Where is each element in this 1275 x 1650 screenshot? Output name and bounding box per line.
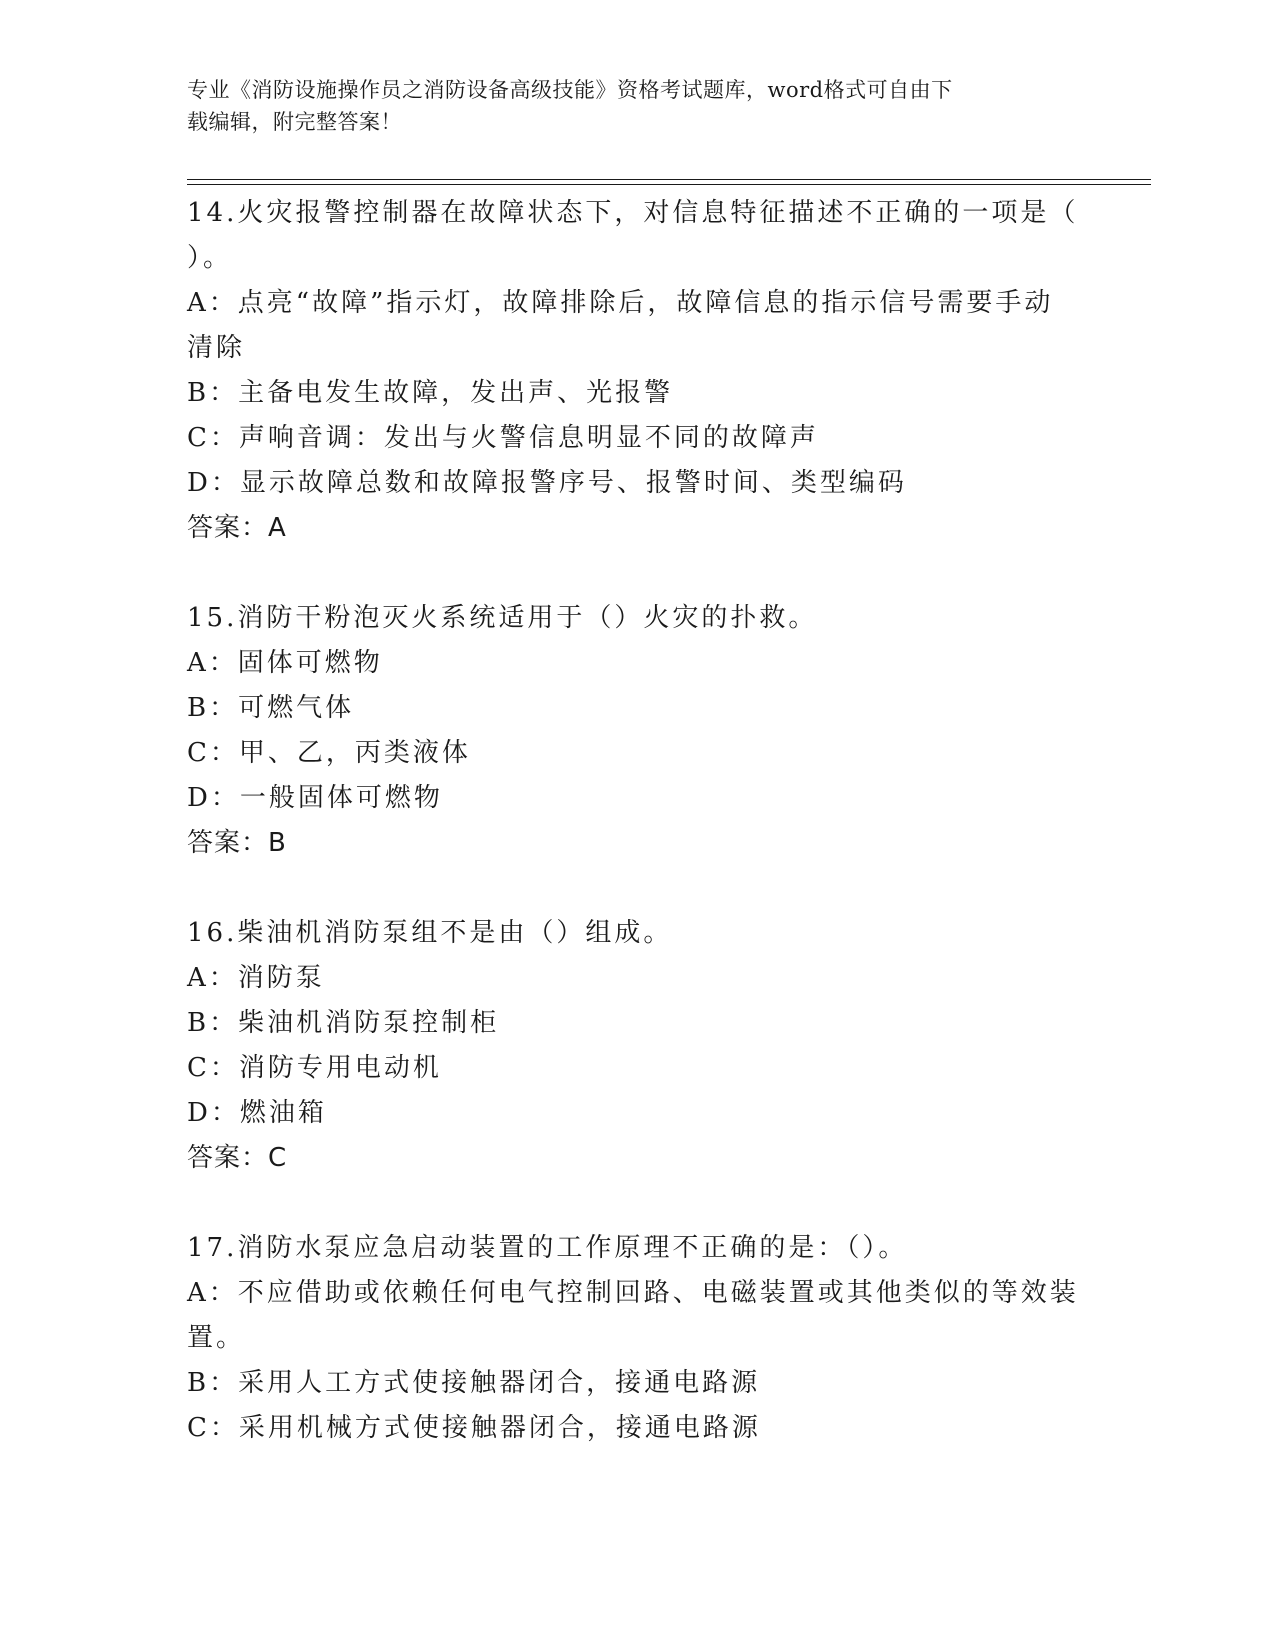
option-B: B：可燃气体 (187, 693, 355, 723)
header-divider-top (187, 179, 1151, 180)
option-C: C：声响音调：发出与火警信息明显不同的故障声 (187, 423, 819, 453)
option-A: 置。 (187, 1323, 246, 1353)
option-B: B：柴油机消防泵控制柜 (187, 1008, 500, 1038)
question-stem: 14.火灾报警控制器在故障状态下，对信息特征描述不正确的一项是（ (187, 198, 1079, 228)
question-spacer (187, 866, 1087, 911)
question-block (187, 911, 1087, 1226)
option-D: D：燃油箱 (187, 1098, 327, 1128)
option-A: 清除 (187, 333, 246, 363)
header-divider-bottom (187, 184, 1151, 185)
question-stem: 17.消防水泵应急启动装置的工作原理不正确的是：（）。 (187, 1233, 908, 1263)
question-block (187, 596, 1087, 911)
question-spacer (187, 551, 1087, 596)
option-B: B：主备电发生故障，发出声、光报警 (187, 378, 674, 408)
header-line-2: 载编辑，附完整答案！ (187, 110, 402, 134)
question-stem: ）。 (187, 243, 233, 273)
option-A: A：固体可燃物 (187, 648, 383, 678)
answer-label: 答案：A (187, 513, 287, 543)
question-block (187, 191, 1087, 596)
answer-label: 答案：B (187, 828, 287, 858)
option-D: D：显示故障总数和故障报警序号、报警时间、类型编码 (187, 468, 907, 498)
question-stem: 15.消防干粉泡灭火系统适用于（）火灾的扑救。 (187, 603, 818, 633)
option-B: B：采用人工方式使接触器闭合，接通电路源 (187, 1368, 761, 1398)
document-header (187, 74, 1087, 138)
header-line-1: 专业《消防设施操作员之消防设备高级技能》资格考试题库，word格式可自由下 (187, 78, 953, 102)
option-C: C：消防专用电动机 (187, 1053, 442, 1083)
option-A: A：不应借助或依赖任何电气控制回路、电磁装置或其他类似的等效装 (187, 1278, 1079, 1308)
question-spacer (187, 1181, 1087, 1226)
option-D: D：一般固体可燃物 (187, 783, 443, 813)
question-block (187, 1226, 1087, 1451)
option-C: C：甲、乙，丙类液体 (187, 738, 471, 768)
question-stem: 16.柴油机消防泵组不是由（）组成。 (187, 918, 673, 948)
question-list (187, 191, 1087, 1451)
option-A: A：点亮“故障”指示灯，故障排除后，故障信息的指示信号需要手动 (187, 288, 1054, 318)
option-C: C：采用机械方式使接触器闭合，接通电路源 (187, 1413, 761, 1443)
answer-label: 答案：C (187, 1143, 288, 1173)
option-A: A：消防泵 (187, 963, 325, 993)
